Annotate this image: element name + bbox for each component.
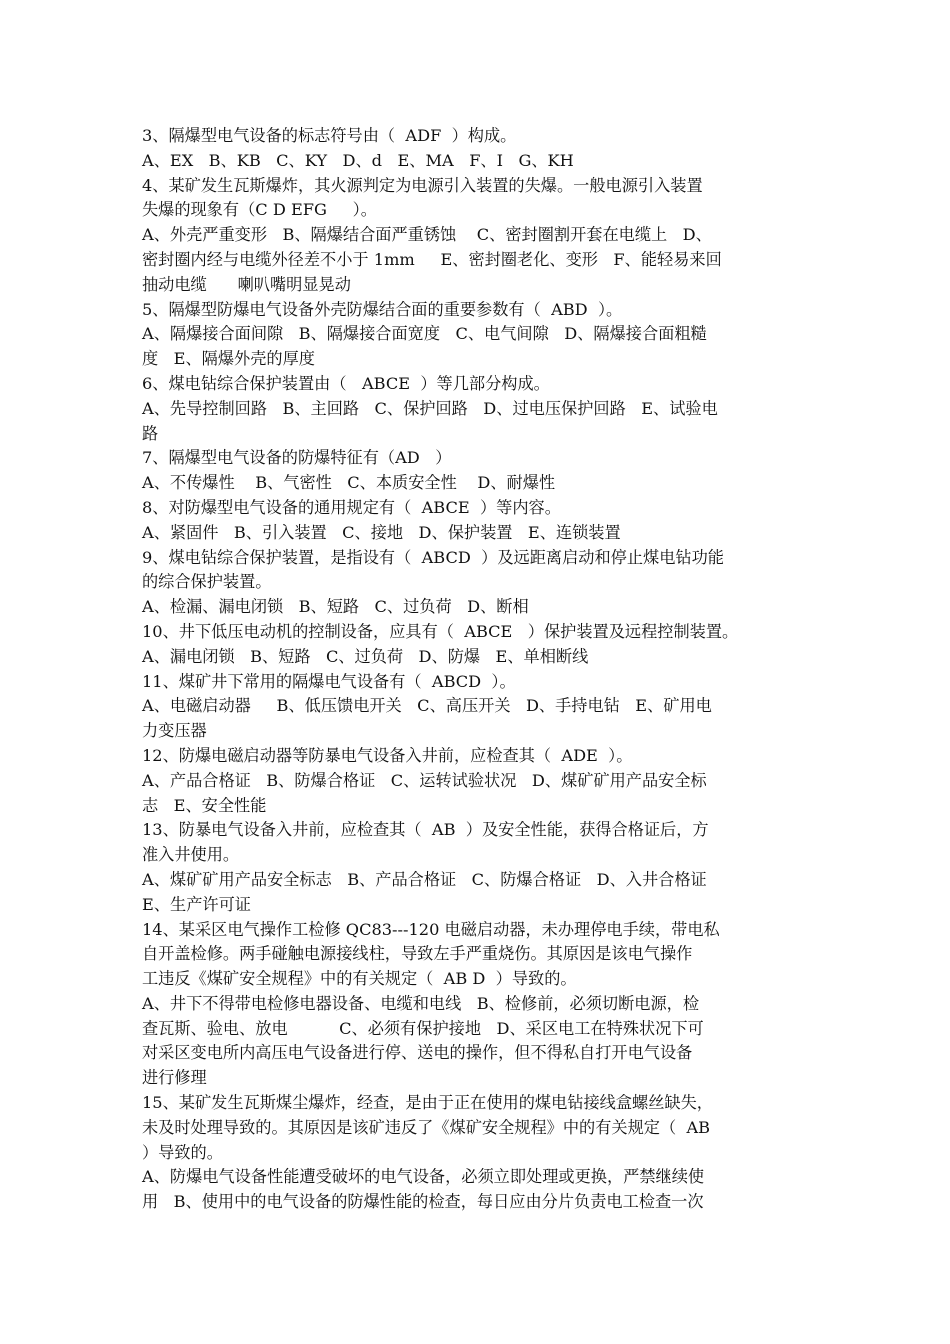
text-line: E、生产许可证	[142, 894, 251, 914]
text-line: 进行修理	[142, 1068, 207, 1088]
text-line: A、电磁启动器 B、低压馈电开关 C、高压开关 D、手持电钻 E、矿用电	[142, 696, 712, 716]
text-line: 对采区变电所内高压电气设备进行停、送电的操作，但不得私自打开电气设备	[142, 1043, 693, 1063]
text-line: A、煤矿矿用产品安全标志 B、产品合格证 C、防爆合格证 D、入井合格证	[142, 869, 707, 889]
text-line: 9、煤电钻综合保护装置，是指设有（ ABCD ）及远距离启动和停止煤电钻功能	[142, 547, 724, 567]
text-line: 路	[142, 423, 159, 443]
text-line: 3、隔爆型电气设备的标志符号由（ ADF ）构成。	[142, 126, 517, 145]
text-line: 15、某矿发生瓦斯煤尘爆炸，经查，是由于正在使用的煤电钻接线盒螺丝缺失，	[142, 1093, 713, 1113]
text-line: 失爆的现象有（C D EFG ）。	[142, 200, 377, 220]
text-line: 度 E、隔爆外壳的厚度	[142, 349, 315, 369]
text-line: 未及时处理导致的。其原因是该矿违反了《煤矿安全规程》中的有关规定（ AB	[142, 1117, 711, 1137]
text-line: 的综合保护装置。	[142, 572, 272, 592]
text-line: 8、对防爆型电气设备的通用规定有（ ABCE ）等内容。	[142, 497, 561, 517]
text-line: 4、某矿发生瓦斯爆炸，其火源判定为电源引入装置的失爆。一般电源引入装置	[142, 175, 703, 195]
text-line: 力变压器	[142, 721, 207, 741]
text-line: 志 E、安全性能	[142, 795, 267, 815]
text-line: 7、隔爆型电气设备的防爆特征有（AD ）	[142, 448, 452, 468]
text-line: A、漏电闭锁 B、短路 C、过负荷 D、防爆 E、单相断线	[142, 646, 589, 666]
text-line: A、防爆电气设备性能遭受破坏的电气设备，必须立即处理或更换，严禁继续使	[142, 1167, 705, 1187]
text-line: 5、隔爆型防爆电气设备外壳防爆结合面的重要参数有（ ABD ）。	[142, 299, 623, 319]
text-line: A、外壳严重变形 B、隔爆结合面严重锈蚀 C、密封圈割开套在电缆上 D、	[142, 225, 712, 245]
text-line: 14、某采区电气操作工检修 QC83---120 电磁启动器，未办理停电手续，带电私	[142, 919, 720, 939]
text-line: 13、防暴电气设备入井前，应检查其（ AB ）及安全性能，获得合格证后，方	[142, 820, 709, 840]
text-line: A、井下不得带电检修电器设备、电缆和电线 B、检修前，必须切断电源，检	[142, 993, 700, 1013]
text-line: A、检漏、漏电闭锁 B、短路 C、过负荷 D、断相	[142, 597, 529, 617]
text-line: A、先导控制回路 B、主回路 C、保护回路 D、过电压保护回路 E、试验电	[142, 398, 718, 418]
text-line: A、EX B、KB C、KY D、d E、MA F、I G、KH	[142, 150, 574, 170]
text-line: 自开盖检修。两手碰触电源接线柱，导致左手严重烧伤。其原因是该电气操作	[142, 944, 693, 964]
text-line: A、不传爆性 B、气密性 C、本质安全性 D、耐爆性	[142, 473, 556, 493]
document-page	[142, 124, 814, 1215]
text-line: 准入井使用。	[142, 845, 240, 865]
text-line: 6、煤电钻综合保护装置由（ ABCE ）等几部分构成。	[142, 373, 550, 393]
text-line: 工违反《煤矿安全规程》中的有关规定（ AB D ）导致的。	[142, 969, 577, 989]
text-line: A、隔爆接合面间隙 B、隔爆接合面宽度 C、电气间隙 D、隔爆接合面粗糙	[142, 324, 707, 344]
text-line: A、紧固件 B、引入装置 C、接地 D、保护装置 E、连锁装置	[142, 522, 621, 542]
text-line: 10、井下低压电动机的控制设备，应具有（ ABCE ）保护装置及远程控制装置。	[142, 621, 739, 641]
text-line: 查瓦斯、验电、放电 C、必须有保护接地 D、采区电工在特殊状况下可	[142, 1018, 704, 1038]
text-line: 12、防爆电磁启动器等防暴电气设备入井前，应检查其（ ADE ）。	[142, 745, 633, 765]
text-line: A、产品合格证 B、防爆合格证 C、运转试验状况 D、煤矿矿用产品安全标	[142, 770, 707, 790]
text-line: 11、煤矿井下常用的隔爆电气设备有（ ABCD ）。	[142, 671, 516, 691]
text-line: 用 B、使用中的电气设备的防爆性能的检查，每日应由分片负责电工检查一次	[142, 1192, 704, 1212]
text-line: 抽动电缆 喇叭嘴明显晃动	[142, 274, 351, 294]
text-line: ）导致的。	[142, 1142, 223, 1162]
text-line: 密封圈内经与电缆外径差不小于 1mm E、密封圈老化、变形 F、能轻易来回	[142, 249, 722, 269]
